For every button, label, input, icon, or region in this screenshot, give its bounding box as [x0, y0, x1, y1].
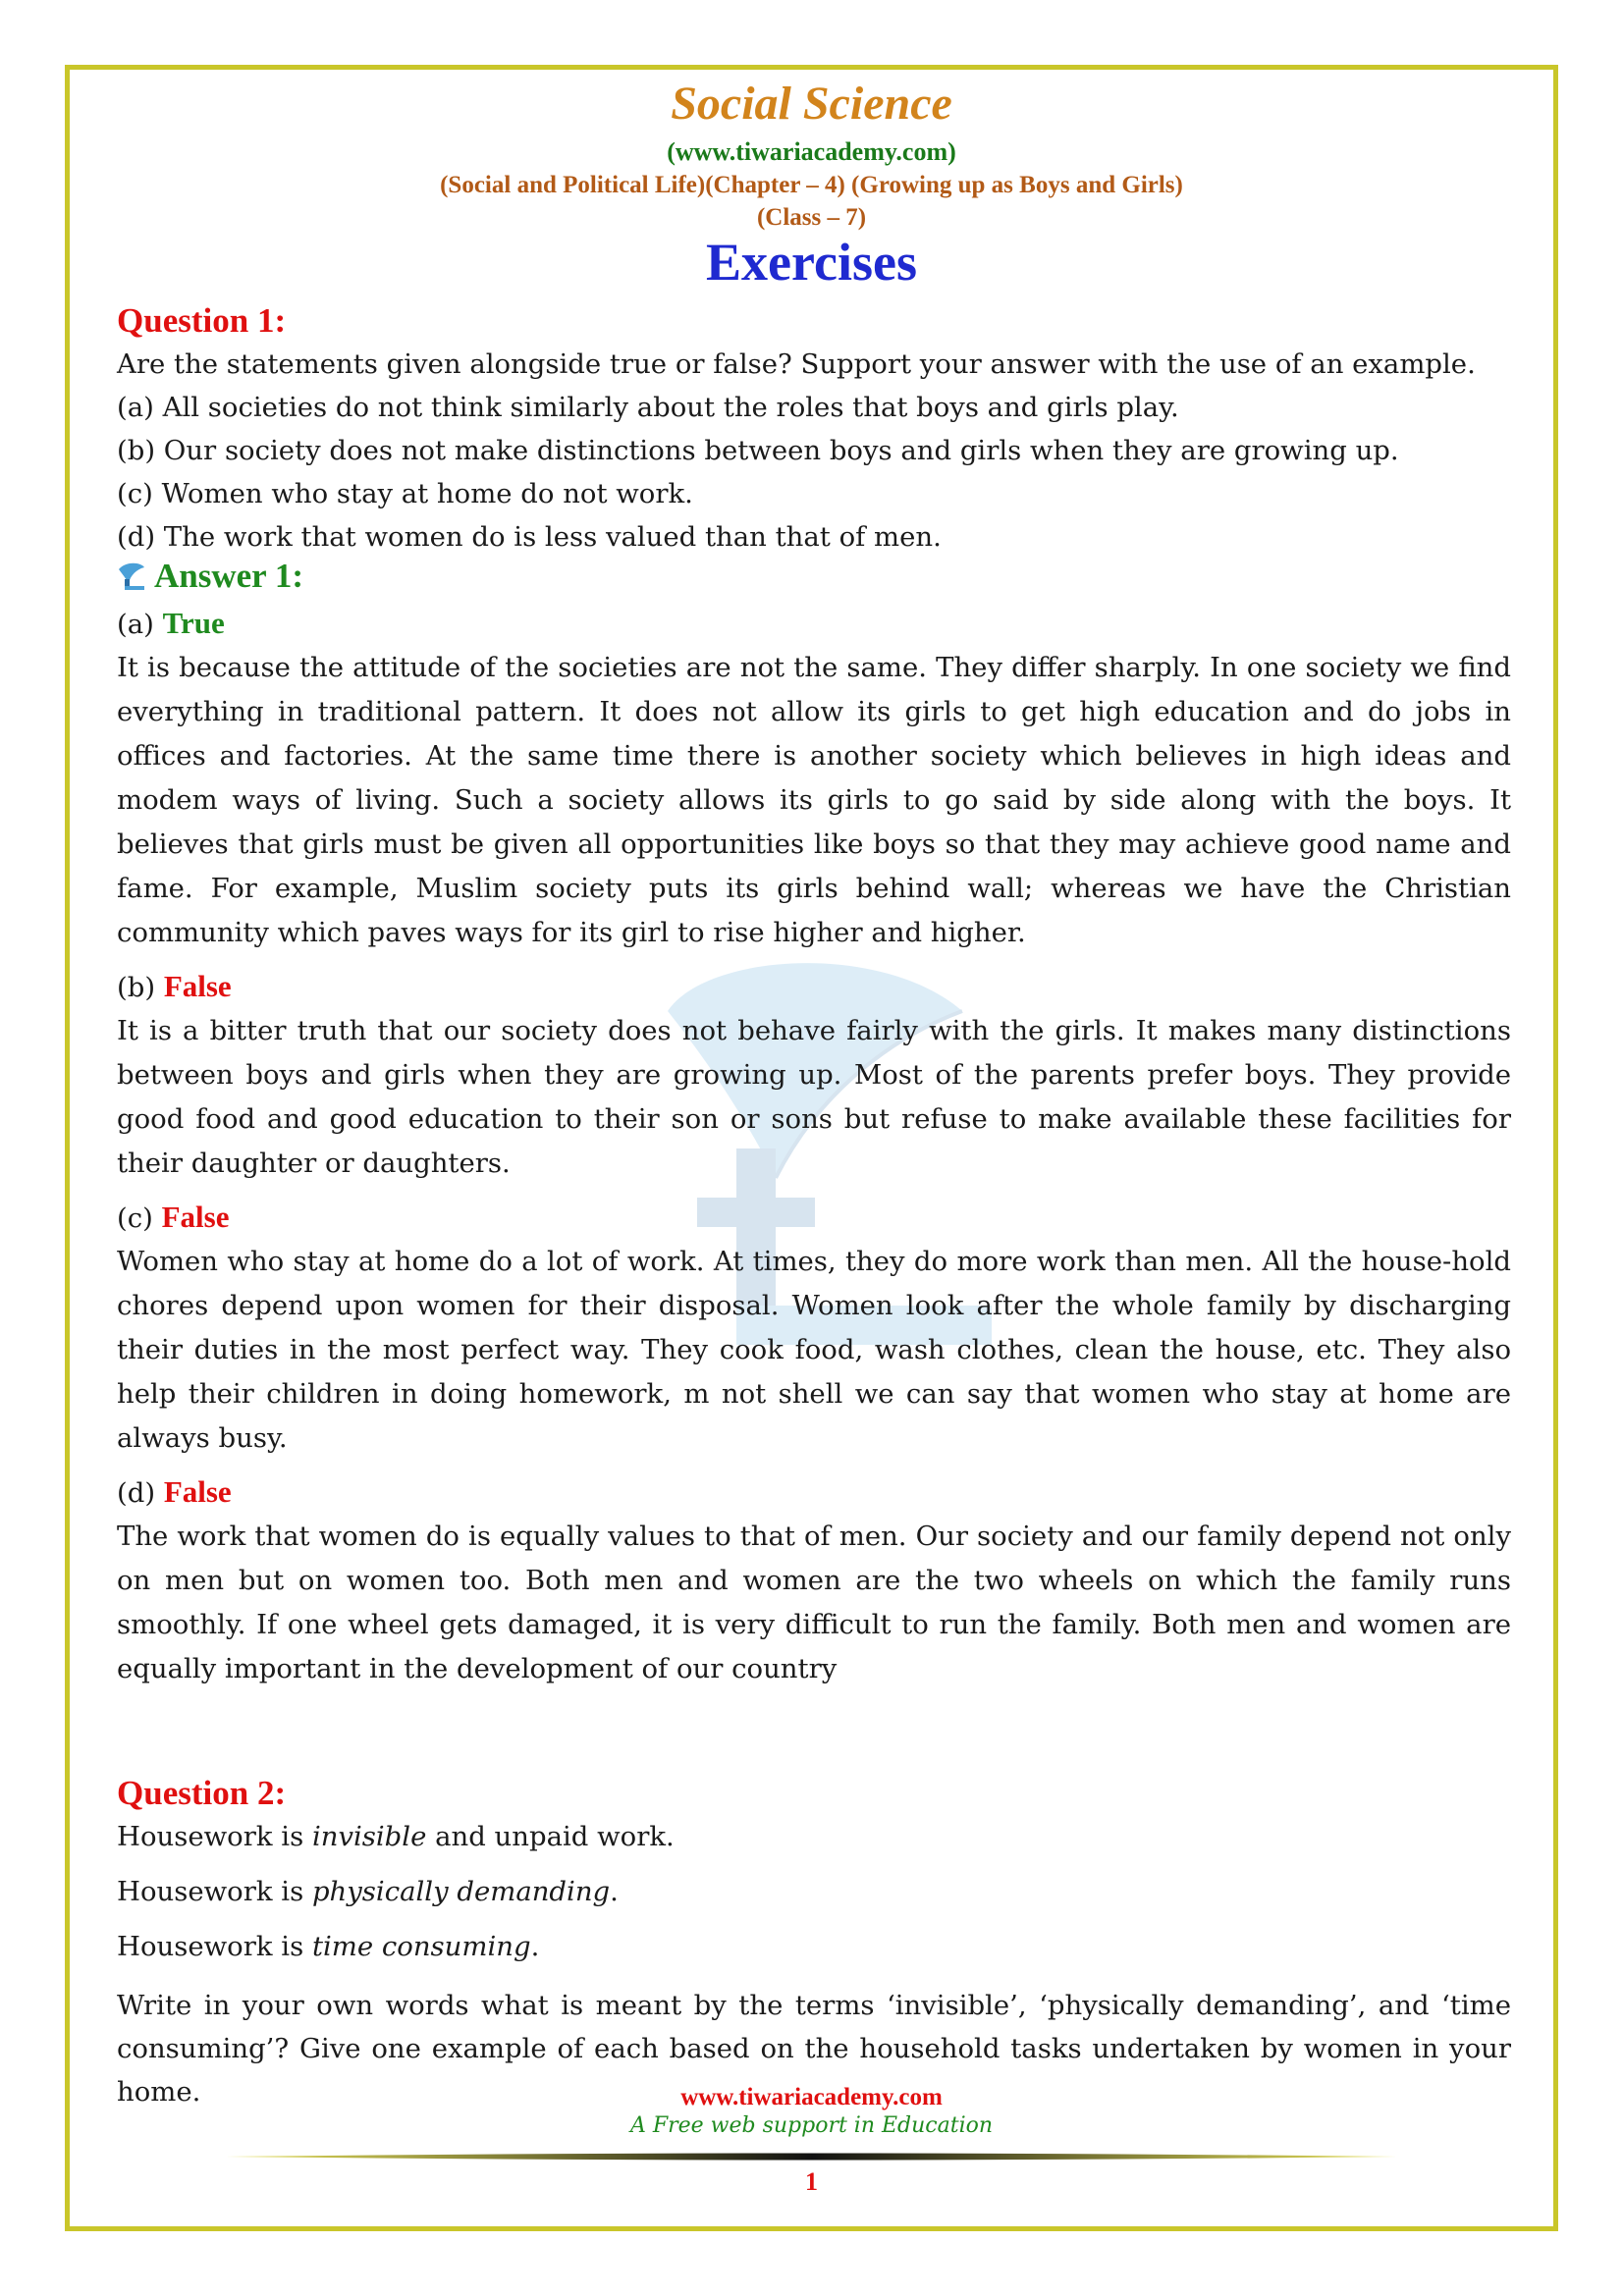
part-b-text: It is a bitter truth that our society does not behave fairly with the girls. It makes many distinctions between boys and girls when they are growing up. Most of the parents prefer boys. They provide good food and good education to their son or sons but refuse to make available these facilities for their daughter or daughters.: [117, 1015, 1511, 1179]
class-info: (Class – 7): [756, 204, 867, 231]
housework-line-2: Housework is physically demanding.: [117, 1876, 619, 1907]
statement-b: (b) Our society does not make distinctions between boys and girls when they are growing up.: [117, 435, 1399, 466]
tiwari-leaf-icon: [117, 561, 146, 591]
verdict-false: False: [163, 969, 232, 1003]
subject-title: Social Science: [671, 78, 952, 130]
housework-line-3: Housework is time consuming.: [117, 1931, 540, 1962]
page-title: Exercises: [706, 233, 917, 292]
answer-1-label: Answer 1:: [154, 557, 303, 595]
chapter-info: (Social and Political Life)(Chapter – 4) (Growing up as Boys and Girls): [440, 172, 1183, 198]
part-a-label: (a) True: [117, 606, 225, 640]
part-c-label: (c) False: [117, 1200, 230, 1234]
footer-website: www.tiwariacademy.com: [680, 2084, 943, 2110]
statement-c: (c) Women who stay at home do not work.: [117, 478, 693, 509]
verdict-false: False: [163, 1474, 232, 1509]
part-a-text: It is because the attitude of the societies are not the same. They differ sharply. In one society we find everything in traditional pattern. It does not allow its girls to get high education and do jobs in offices and factories. At the same time there is another society which believes in high ideas and modem ways of living. Such a society allows its girls to go said by side along with the boys. It believes that girls must be given all opportunities like boys so that they may achieve good name and fame. For example, Muslim society puts its girls behind wall; whereas we have the Christian community which paves ways for its girl to rise higher and higher.: [117, 652, 1511, 948]
verdict-false: False: [161, 1200, 230, 1234]
question-2-heading: Question 2:: [117, 1774, 287, 1812]
housework-line-1: Housework is invisible and unpaid work.: [117, 1821, 675, 1852]
statement-d: (d) The work that women do is less valued than that of men.: [117, 521, 942, 553]
page-number: 1: [805, 2167, 818, 2196]
question-1-intro: Are the statements given alongside true or false? Support your answer with the use of an example.: [117, 348, 1476, 380]
question-2-prompt: Write in your own words what is meant by the terms ‘invisible’, ‘physically demanding’, and ‘time consuming’? Give one example of each based on the household tasks undertaken by women in your home.: [117, 1990, 1511, 2108]
part-c-text: Women who stay at home do a lot of work. At times, they do more work than men. All the house-hold chores depend upon women for their disposal. Women look after the whole family by discharging their duties in the most perfect way. They cook food, wash clothes, clean the house, etc. They also help their children in doing homework, m not shell we can say that women who stay at home are always busy.: [117, 1246, 1511, 1454]
footer-divider: [226, 2152, 1397, 2162]
statement-a: (a) All societies do not think similarly about the roles that boys and girls play.: [117, 392, 1179, 423]
part-b-label: (b) False: [117, 969, 232, 1003]
verdict-true: True: [162, 606, 225, 640]
header-website: (www.tiwariacademy.com): [667, 137, 956, 166]
answer-1-heading: [117, 555, 1511, 598]
part-d-label: (d) False: [117, 1474, 232, 1509]
question-1-heading: Question 1:: [117, 301, 287, 340]
footer-tagline: A Free web support in Education: [629, 2113, 994, 2138]
part-d-text: The work that women do is equally values to that of men. Our society and our family depend not only on men but on women too. Both men and women are the two wheels on which the family runs smoothly. If one wheel gets damaged, it is very difficult to run the family. Both men and women are equally important in the development of our country: [117, 1521, 1511, 1684]
main-content: [117, 299, 1511, 2113]
